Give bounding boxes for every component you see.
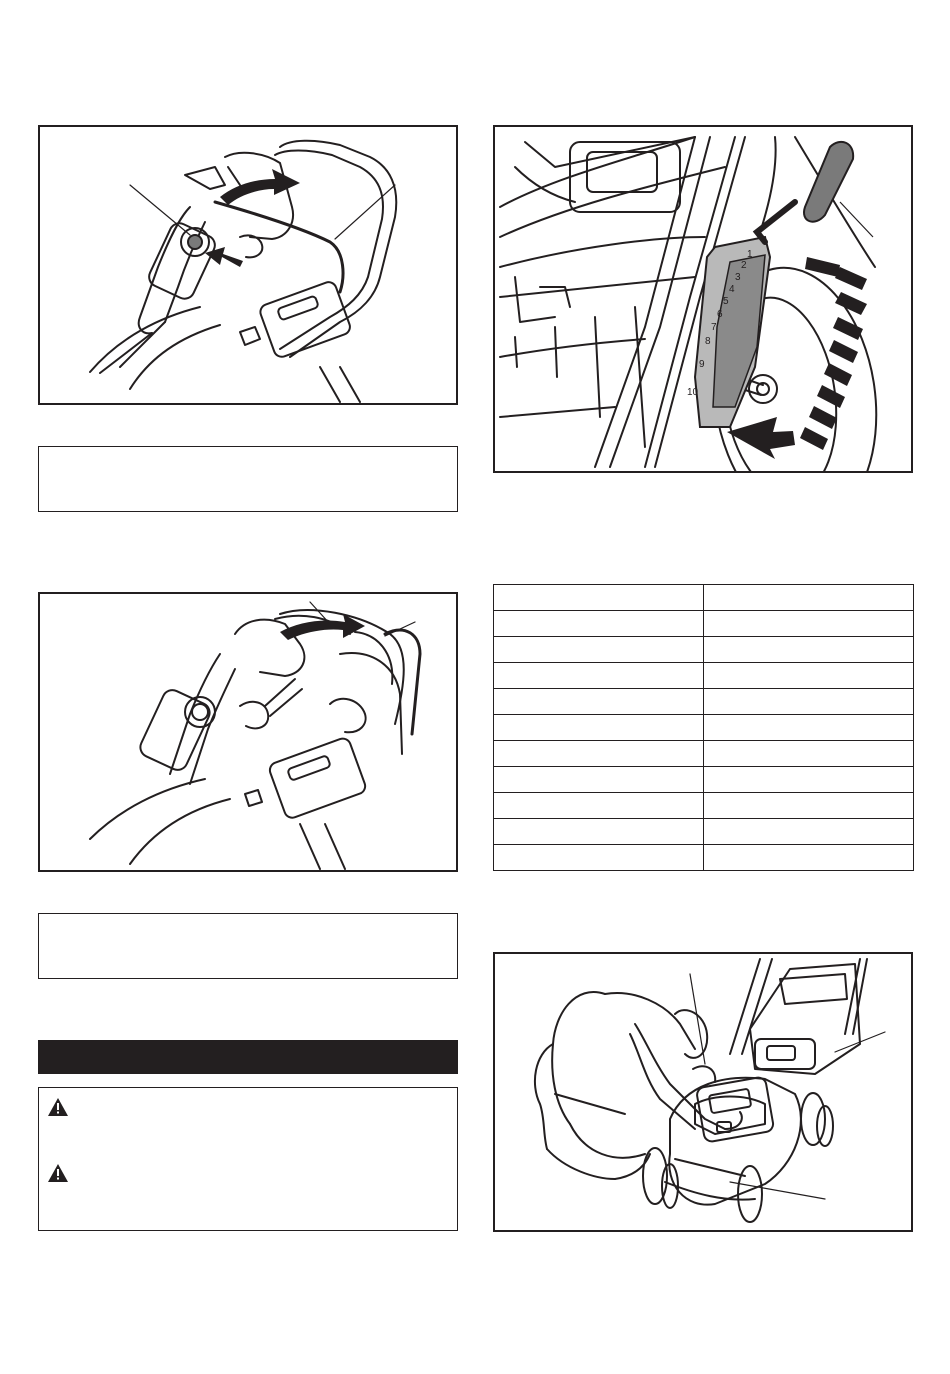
table-cell [494,611,704,637]
table-cell [704,845,914,871]
table-cell [704,741,914,767]
svg-text:5: 5 [723,296,729,307]
table-row [494,741,914,767]
svg-text:8: 8 [705,336,711,347]
warning-box [38,1087,458,1231]
svg-text:2: 2 [741,260,747,271]
table-cell [494,689,704,715]
battery-install-illustration [495,954,911,1230]
table-row [494,715,914,741]
cutting-height-table [493,584,914,871]
svg-text:10: 10 [687,387,699,398]
svg-text:4: 4 [729,284,735,295]
height-lever-illustration [495,127,911,471]
svg-text:9: 9 [699,359,705,370]
table-cell [494,741,704,767]
svg-text:3: 3 [735,272,741,283]
figure-handle-release-lever [38,592,458,872]
direction-arrow-icon [280,614,365,640]
table-cell [704,611,914,637]
table-row [494,819,914,845]
table-cell [704,689,914,715]
table-row [494,611,914,637]
table-cell [704,663,914,689]
table-cell [704,585,914,611]
svg-text:7: 7 [711,322,717,333]
table-row [494,663,914,689]
table-cell [704,819,914,845]
svg-text:1: 1 [747,249,753,260]
table-cell [704,637,914,663]
table-row [494,793,914,819]
table-cell [494,845,704,871]
figure-handle-lock-knob [38,125,458,405]
table-cell [494,819,704,845]
figure-battery-installation [493,952,913,1232]
table-row [494,845,914,871]
table-cell [704,767,914,793]
figure-height-adjust-lever [493,125,913,473]
table-cell [494,767,704,793]
table-row [494,767,914,793]
table-cell [704,715,914,741]
table-cell [494,663,704,689]
svg-text:6: 6 [717,309,723,320]
warning-triangle-icon [47,1097,69,1117]
table-cell [494,715,704,741]
table-cell [494,637,704,663]
table-row [494,637,914,663]
height-lever-handle [804,142,853,222]
table-row [494,689,914,715]
note-box-1 [38,446,458,512]
handle-illustration-2 [40,594,456,870]
table-cell [494,793,704,819]
table-cell [704,793,914,819]
handle-illustration-1 [40,127,456,403]
table-row [494,585,914,611]
table-cell [494,585,704,611]
warning-triangle-icon [47,1163,69,1183]
section-heading-bar [38,1040,458,1074]
note-box-2 [38,913,458,979]
